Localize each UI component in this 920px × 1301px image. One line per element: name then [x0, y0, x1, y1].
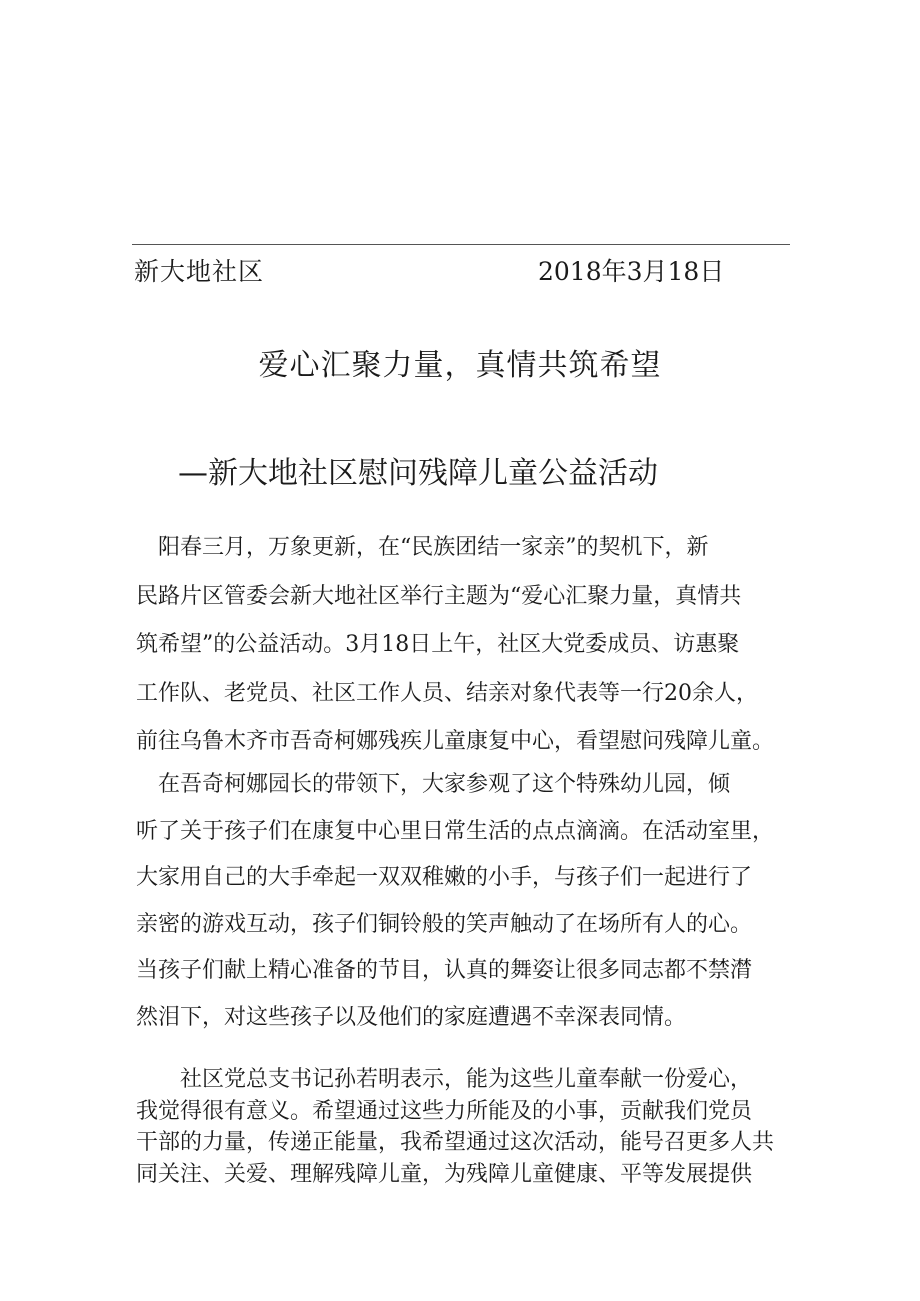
paragraph-line: 筑希望”的公益活动。3月18日上午，社区大党委成员、访惠聚: [136, 632, 740, 657]
paragraph-line: 前往乌鲁木齐市吾奇柯娜残疾儿童康复中心，看望慰问残障儿童。: [136, 729, 775, 754]
paragraph-line: 工作队、老党员、社区工作人员、结亲对象代表等一行20余人，: [136, 680, 758, 706]
paragraph-line: 我觉得很有意义。希望通过这些力所能及的小事，贡献我们党员: [136, 1098, 753, 1124]
paragraph-line: 然泪下，对这些孩子以及他们的家庭遭遇不幸深表同情。: [136, 1004, 687, 1030]
paragraph-line: 民路片区管委会新大地社区举行主题为“爱心汇聚力量，真情共: [136, 583, 742, 609]
paragraph-2: [136, 762, 796, 1041]
article-title: 爱心汇聚力量，真情共筑希望: [258, 348, 662, 383]
paragraph-line: 在吾奇柯娜园长的带领下，大家参观了这个特殊幼儿园，倾: [136, 772, 731, 797]
header-rule: [132, 244, 790, 245]
paragraph-line: 同关注、关爱、理解残障儿童，为残障儿童健康、平等发展提供: [136, 1161, 753, 1187]
paragraph-line: 大家用自己的大手牵起一双双稚嫩的小手，与孩子们一起进行了: [136, 865, 753, 890]
paragraph-line: 干部的力量，传递正能量，我希望通过这次活动，能号召更多人共: [136, 1130, 775, 1155]
paragraph-line: 社区党总支书记孙若明表示，能为这些儿童奉献一份爱心，: [136, 1067, 753, 1092]
paragraph-line: 当孩子们献上精心准备的节目，认真的舞姿让很多同志都不禁潸: [136, 958, 753, 983]
paragraph-1: [136, 524, 796, 767]
paragraph-3: [136, 1064, 796, 1190]
header-organization: 新大地社区: [134, 257, 265, 286]
paragraph-line: 听了关于孩子们在康复中心里日常生活的点点滴滴。在活动室里，: [136, 818, 775, 844]
header-date: 2018年3月18日: [538, 257, 725, 286]
paragraph-line: 亲密的游戏互动，孩子们铜铃般的笑声触动了在场所有人的心。: [136, 911, 753, 937]
article-subtitle: —新大地社区慰问残障儿童公益活动: [178, 456, 658, 491]
paragraph-line: 阳春三月，万象更新，在“民族团结一家亲”的契机下，新: [136, 535, 709, 560]
